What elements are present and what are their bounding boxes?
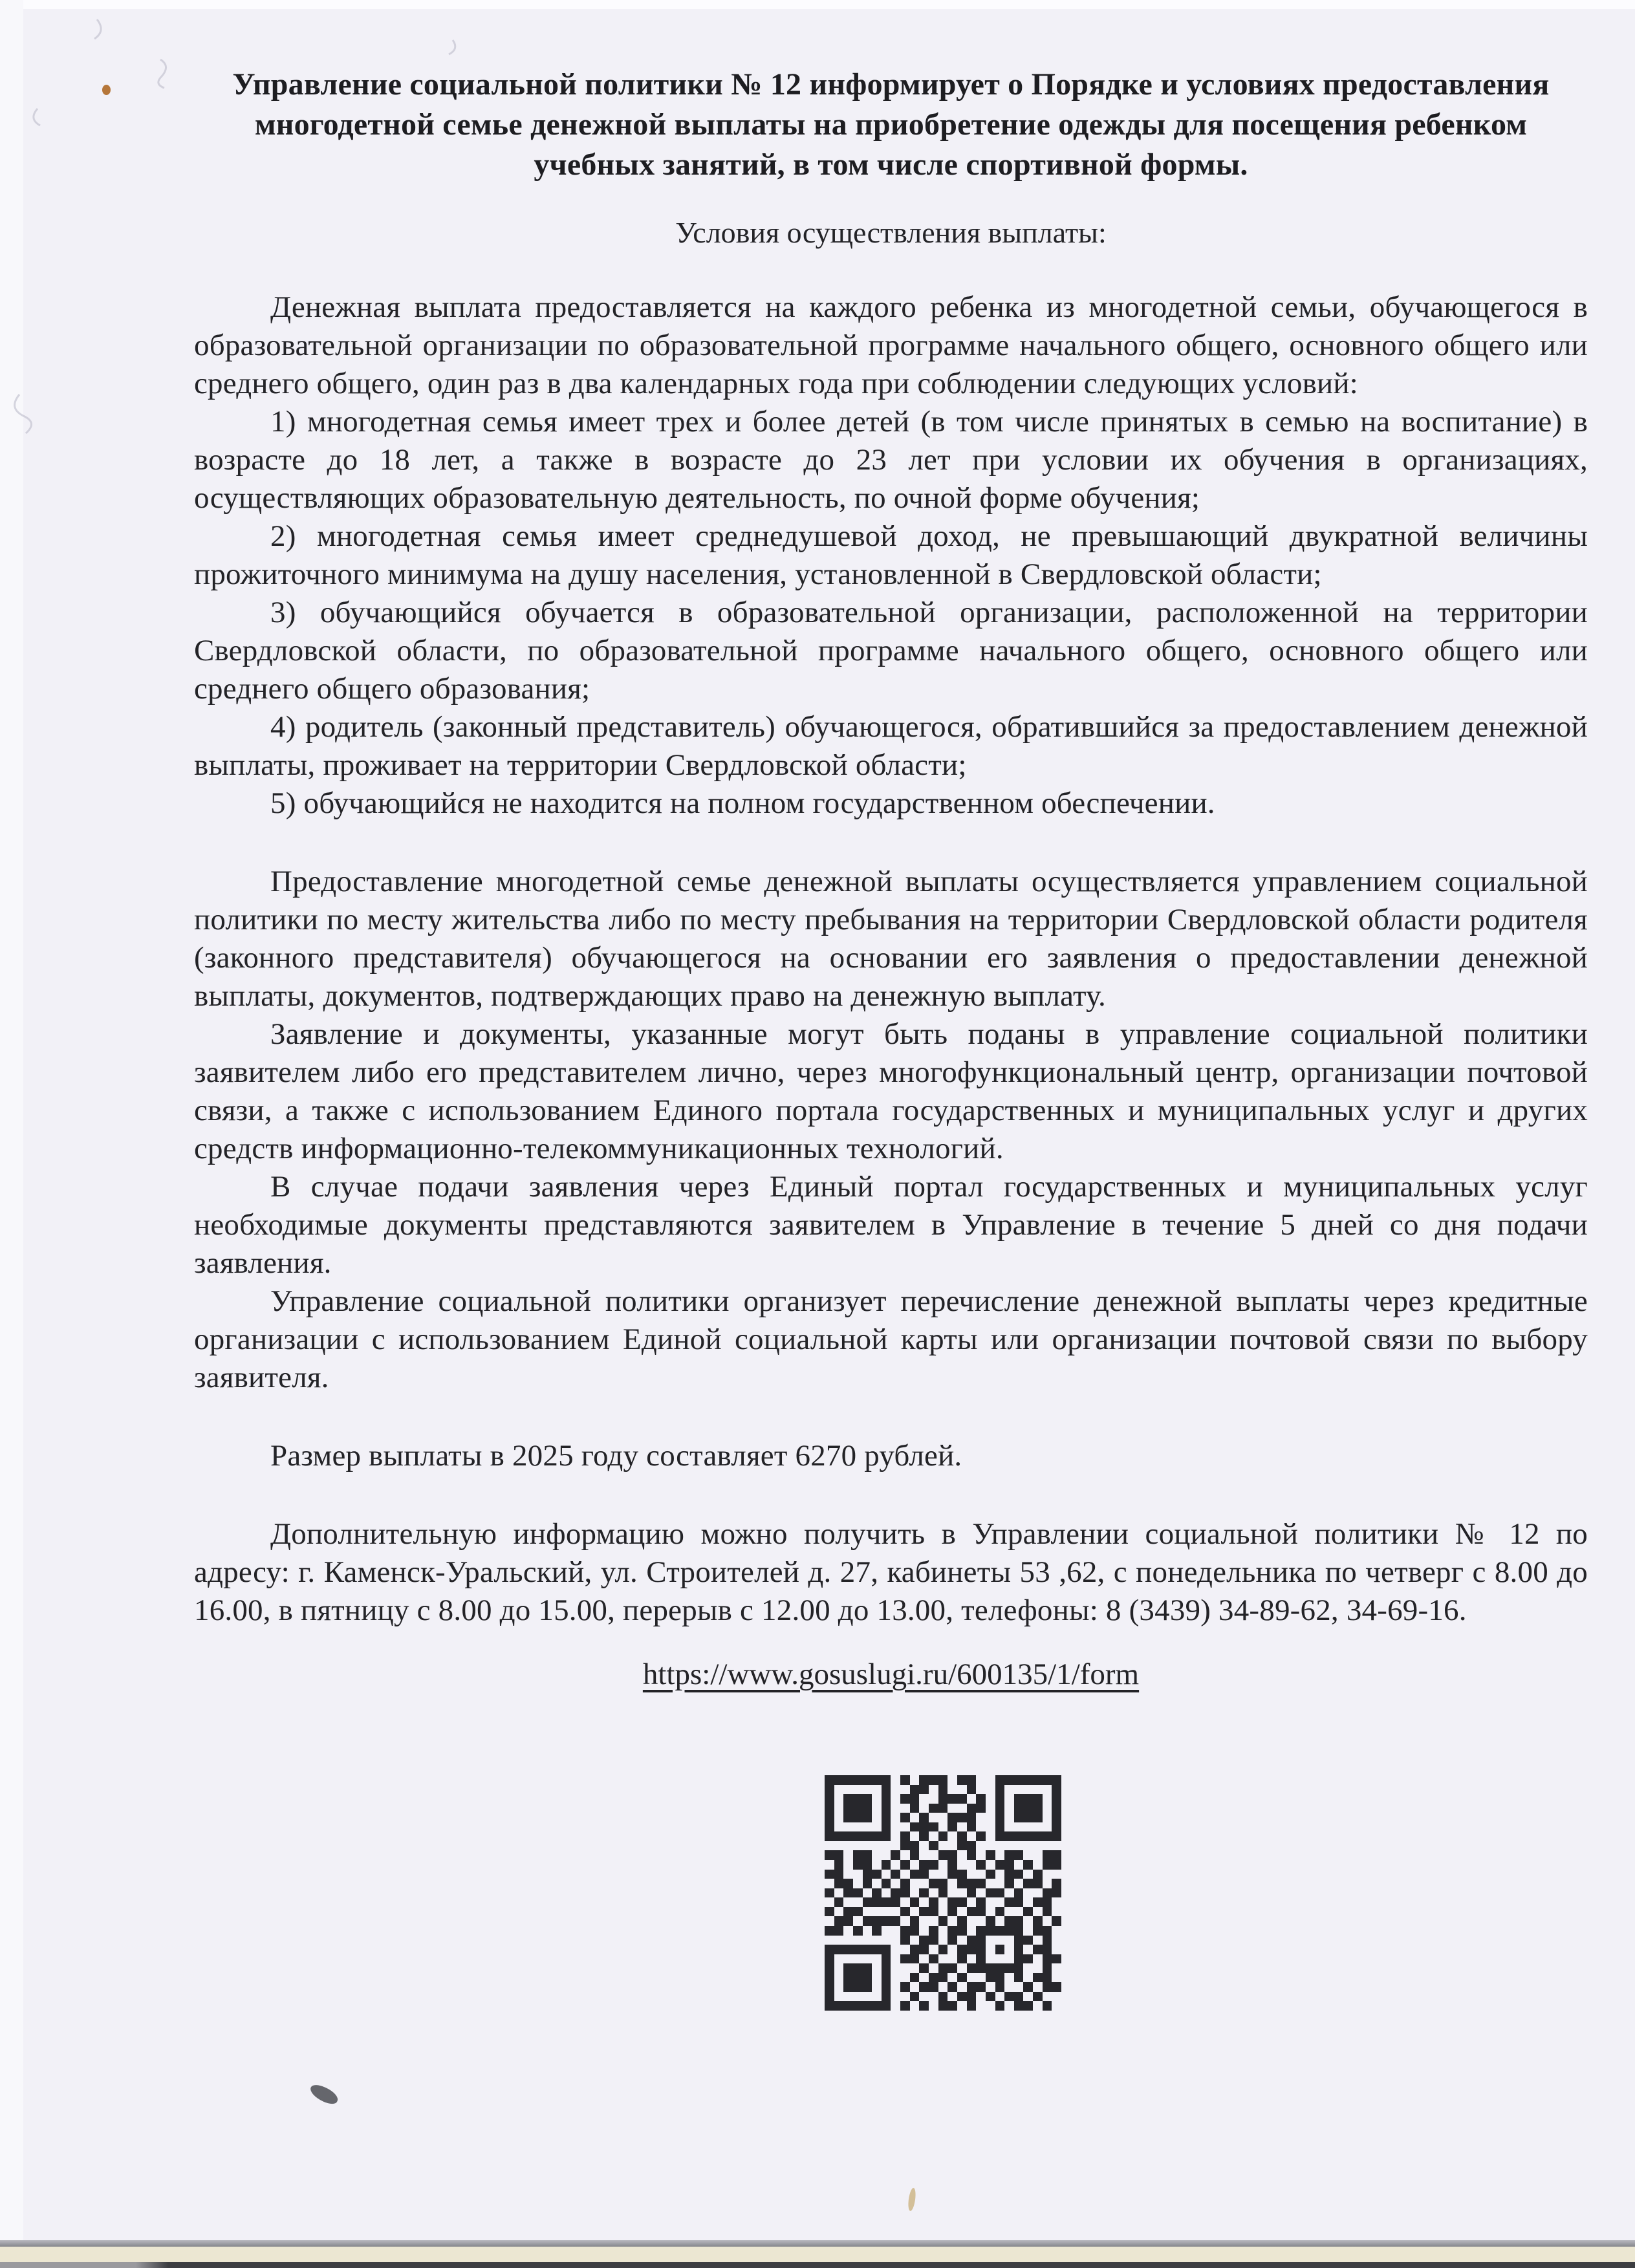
contact-info: Дополнительную информацию можно получить в Управлении социальной политики № 12 по адресу: г. Каменск-Уральский, ул. Строителей д. 27, кабинеты 53 ,62, с понедельника по четверг с 8.00 до 16.00, в пятницу с 8.00 до 15.00, перерыв с 12.00 до 13.00, телефоны: 8 (3439) 34-89-62, 34-69-16. <box>194 1517 1588 1627</box>
scanner-cream-strip <box>0 2247 1635 2262</box>
gosuslugi-link[interactable]: https://www.gosuslugi.ru/600135/1/form <box>642 1658 1140 1691</box>
qr-code <box>825 1775 1061 2011</box>
intro-paragraph: Денежная выплата предоставляется на каждого ребенка из многодетной семьи, обучающегося в образовательной организации по образовательной программе начального общего, основного общего или среднего общего, один раз в два календарных года при соблюдении следующих условий: <box>194 290 1588 400</box>
provision-paragraph: Предоставление многодетной семье денежной выплаты осуществляется управлением социальной политики по месту жительства либо по месту пребывания на территории Свердловской области родителя (законного представителя) обучающегося на основании его заявления о предоставлении денежной выплаты, документов, подтверждающих право на денежную выплату. <box>194 865 1588 1013</box>
condition-item-5: 5) обучающийся не находится на полном государственном обеспечении. <box>270 786 1215 820</box>
paper-bottom-edge <box>0 2240 1635 2247</box>
payment-transfer-paragraph: Управление социальной политики организует перечисление денежной выплаты через кредитные организации с использованием Единой социальной карты или организации почтовой связи по выбору заявителя. <box>194 1284 1588 1394</box>
application-submission-paragraph: Заявление и документы, указанные могут быть поданы в управление социальной политики заявителем либо его представителем лично, через многофункциональный центр, организации почтовой связи, а также с использованием Единого портала государственных и муниципальных услуг и других средств информационно-телекоммуникационных технологий. <box>194 1017 1588 1165</box>
condition-item-1: 1) многодетная семья имеет трех и более детей (в том числе принятых в семью на воспитание) в возрасте до 18 лет, а также в возрасте до 23 лет при условии их обучения в организациях, осуществляющих образовательную деятельность, по очной форме обучения; <box>194 405 1588 515</box>
scanner-left-edge <box>0 0 23 2244</box>
document-title: Управление социальной политики № 12 информирует о Порядке и условиях предоставления многодетной семье денежной выплаты на приобретение одежды для посещения ребенком учебных занятий, в том числе спортивной формы. <box>232 67 1550 182</box>
condition-item-3: 3) обучающийся обучается в образовательной организации, расположенной на территории Свердловской области, по образовательной программе начального общего, основного общего или среднего общего образования; <box>194 596 1588 706</box>
scanner-top-edge <box>0 0 1635 9</box>
document-content <box>194 65 1588 2011</box>
paper-speck-orange <box>102 85 111 95</box>
gosuslugi-link-row <box>194 1656 1588 1694</box>
condition-item-2: 2) многодетная семья имеет среднедушевой доход, не превышающий двукратной величины прожиточного минимума на душу населения, установленной в Свердловской области; <box>194 519 1588 591</box>
paper-speck-tan <box>907 2187 917 2211</box>
scanner-dark-strip <box>0 2262 1635 2268</box>
condition-item-4: 4) родитель (законный представитель) обучающегося, обратившийся за предоставлением денежной выплаты, проживает на территории Свердловской области; <box>194 710 1588 782</box>
conditions-heading: Условия осуществления выплаты: <box>675 216 1107 249</box>
eportal-deadline-paragraph: В случае подачи заявления через Единый портал государственных и муниципальных услуг необходимые документы представляются заявителем в Управление в течение 5 дней со дня подачи заявления. <box>194 1170 1588 1280</box>
paper-smudge-gray <box>308 2082 341 2106</box>
payment-amount: Размер выплаты в 2025 году составляет 6270 рублей. <box>270 1439 962 1473</box>
